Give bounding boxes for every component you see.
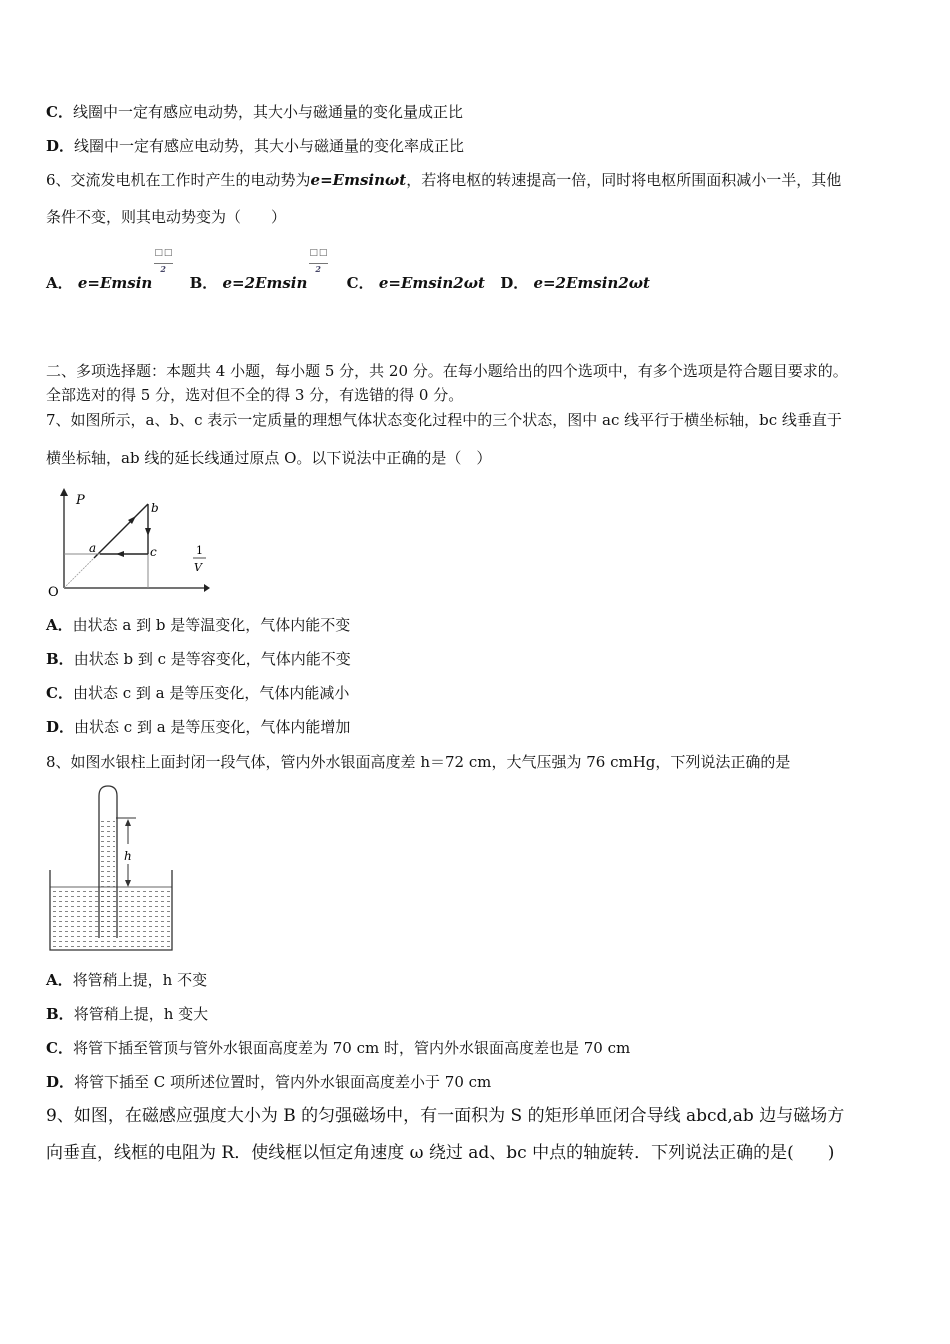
option-label: D． xyxy=(46,137,75,155)
q6-option-a xyxy=(46,248,174,292)
option-text: 由状态 b 到 c 是等容变化，气体内能不变 xyxy=(73,650,351,668)
q9-stem-line2: 向垂直，线框的电阻为 R．使线框以恒定角速度 ω 绕过 ad、bc 中点的轴旋转．下列说法正确的是( ) xyxy=(46,1143,835,1163)
option-text: 由状态 a 到 b 是等温变化，气体内能不变 xyxy=(72,616,351,634)
origin-label: O xyxy=(48,585,59,600)
option-text: 将管稍上提，h 不变 xyxy=(72,971,208,989)
q8-option-d xyxy=(46,1072,491,1092)
option-label: A． xyxy=(46,971,73,989)
q7-pv-diagram xyxy=(44,484,214,602)
option-label: C． xyxy=(346,274,374,292)
q6-option-c xyxy=(347,274,485,292)
option-expr: e=Emsin2ωt xyxy=(378,274,485,292)
q6-option-d xyxy=(500,274,650,292)
q6-option-b xyxy=(189,248,330,292)
q6-formula: e=Emsinωt xyxy=(310,171,407,189)
q6-stem-line1 xyxy=(46,170,841,190)
y-axis-label: P xyxy=(76,493,85,508)
q9-stem-line1: 9、如图，在磁感应强度大小为 B 的匀强磁场中，有一面积为 S 的矩形单匝闭合导线 abcd,ab 边与磁场方 xyxy=(46,1106,845,1126)
option-text: 线圈中一定有感应电动势，其大小与磁通量的变化量成正比 xyxy=(72,103,463,121)
option-text: 将管稍上提，h 变大 xyxy=(73,1005,209,1023)
q6-stem-line2: 条件不变，则其电动势变为（ ） xyxy=(46,208,287,226)
section2-heading-line1: 二、多项选择题：本题共 4 小题，每小题 5 分，共 20 分。在每小题给出的四个选项中，有多个选项是符合题目要求的。 xyxy=(46,362,848,380)
option-label: C． xyxy=(46,1039,73,1057)
q6-stem-prefix: 6、交流发电机在工作时产生的电动势为 xyxy=(46,171,311,189)
option-label: C． xyxy=(46,103,73,121)
option-text: 由状态 c 到 a 是等压变化，气体内能减小 xyxy=(72,684,350,702)
q6-options xyxy=(46,248,650,293)
q8-option-a xyxy=(46,970,207,990)
q7-stem-line2: 横坐标轴，ab 线的延长线通过原点 O。以下说法中正确的是（ ） xyxy=(46,449,492,467)
option-text: 将管下插至 C 项所述位置时，管内外水银面高度差小于 70 cm xyxy=(74,1073,492,1091)
option-label: D． xyxy=(46,1073,75,1091)
fraction-denominator: 2 xyxy=(315,264,321,274)
h-label: h xyxy=(124,849,132,863)
q7-option-d xyxy=(46,717,350,737)
option-label: B． xyxy=(46,650,74,668)
q7-stem-line1: 7、如图所示，a、b、c 表示一定质量的理想气体状态变化过程中的三个状态，图中 ac 线平行于横坐标轴，bc 线垂直于 xyxy=(46,411,842,429)
point-b-label: b xyxy=(151,501,159,515)
option-text: 由状态 c 到 a 是等压变化，气体内能增加 xyxy=(74,718,351,736)
fraction-numerator: □□ xyxy=(154,243,173,264)
q5-option-d xyxy=(46,136,464,156)
q5-option-c xyxy=(46,102,463,122)
q8-mercury-tube-diagram xyxy=(46,784,180,956)
option-label: A． xyxy=(46,616,73,634)
option-expr: e=Emsin xyxy=(77,274,153,292)
section2-heading-line2: 全部选对的得 5 分，选对但不全的得 3 分，有选错的得 0 分。 xyxy=(46,386,464,404)
option-text: 将管下插至管顶与管外水银面高度差为 70 cm 时，管内外水银面高度差也是 70 cm xyxy=(72,1039,631,1057)
option-expr: e=2Emsin xyxy=(222,274,308,292)
q7-option-b xyxy=(46,649,351,669)
option-label: B． xyxy=(189,274,218,292)
point-c-label: c xyxy=(150,545,157,559)
fraction-numerator: □□ xyxy=(309,243,328,264)
q8-stem: 8、如图水银柱上面封闭一段气体，管内外水银面高度差 h＝72 cm，大气压强为 76 cmHg，下列说法正确的是 xyxy=(46,753,791,771)
svg-text:1: 1 xyxy=(196,544,203,557)
x-axis-label: V xyxy=(194,561,202,574)
fraction xyxy=(307,248,329,293)
option-label: D． xyxy=(500,274,529,292)
fraction xyxy=(152,248,174,293)
fraction-denominator: 2 xyxy=(160,264,166,274)
q8-option-c xyxy=(46,1038,630,1058)
option-expr: e=2Emsin2ωt xyxy=(533,274,650,292)
q7-option-a xyxy=(46,615,350,635)
q6-stem-suffix: ，若将电枢的转速提高一倍，同时将电枢所围面积减小一半，其他 xyxy=(406,171,842,189)
option-label: B． xyxy=(46,1005,74,1023)
option-label: A． xyxy=(46,274,73,292)
option-label: C． xyxy=(46,684,73,702)
q8-option-b xyxy=(46,1004,208,1024)
option-label: D． xyxy=(46,718,75,736)
option-text: 线圈中一定有感应电动势，其大小与磁通量的变化率成正比 xyxy=(74,137,465,155)
point-a-label: a xyxy=(89,541,97,555)
q7-option-c xyxy=(46,683,349,703)
